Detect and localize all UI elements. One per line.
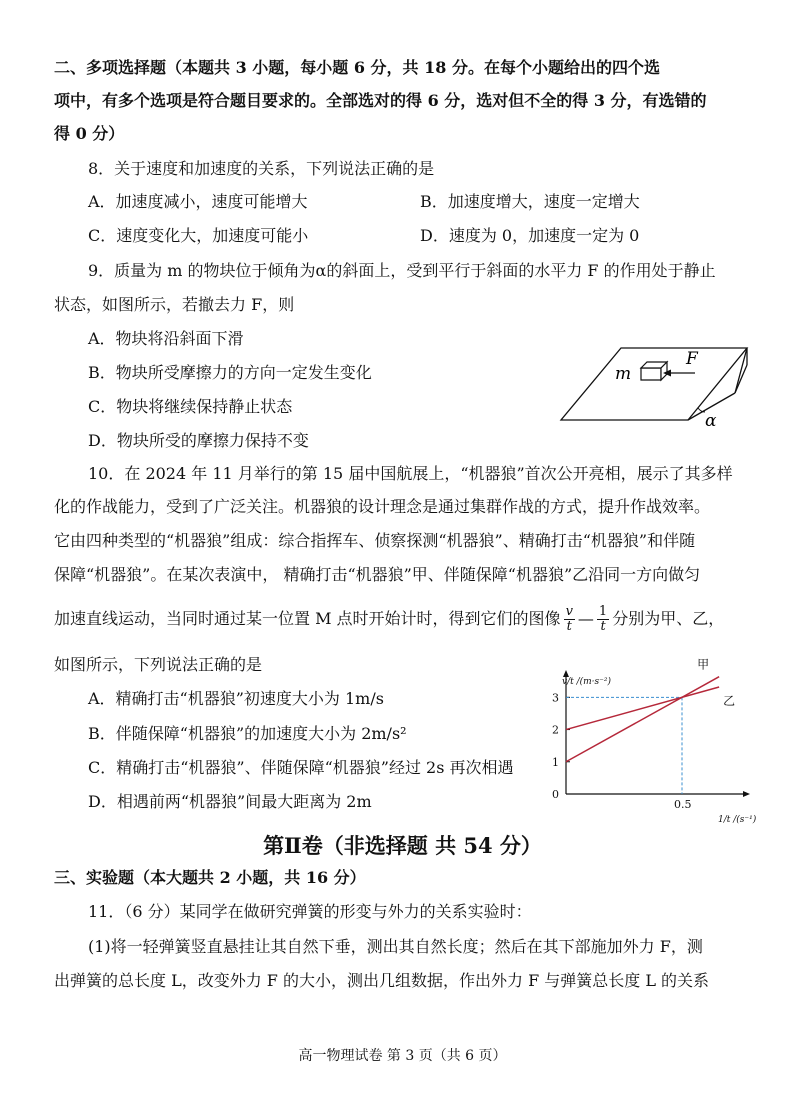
q8-option-d: D．速度为 0，加速度一定为 0 [420, 226, 640, 245]
section-title: 二、多项选择题（本题共 3 小题，每小题 6 分，共 18 分。在每个小题给出的四个选 [54, 58, 660, 77]
origin-label: 0 [552, 788, 559, 801]
q10-stem-4: 保障“机器狼”。在某次表演中， 精确打击“机器狼”甲、伴随保障“机器狼”乙沿同一方向做匀 [54, 565, 701, 584]
q10-option-c: C．精确打击“机器狼”、伴随保障“机器狼”经过 2s 再次相遇 [88, 758, 514, 777]
q9-option-b: B．物块所受摩擦力的方向一定发生变化 [88, 363, 372, 382]
incline-figure [555, 320, 755, 435]
y-axis-arrow [563, 670, 569, 677]
q10-stem-5a: 加速直线运动，当同时通过某一位置 M 点时开始计时，得到它们的图像 [54, 609, 561, 628]
q11-part1-cont: 出弹簧的总长度 L，改变外力 F 的大小，测出几组数据，作出外力 F 与弹簧总长度 L 的关系 [54, 971, 710, 990]
block-icon [641, 362, 667, 380]
q10-stem-5b: 分别为甲、乙， [612, 609, 725, 628]
section-title-cont: 项中，有多个选项是符合题目要求的。全部选对的得 6 分，选对但不全的得 3 分，有选错的 [54, 91, 707, 110]
y-axis-label: v/t /(m·s⁻²) [562, 677, 612, 687]
series-line-2 [566, 687, 719, 730]
force-label: F [686, 349, 698, 369]
angle-label: α [705, 411, 717, 431]
q9-option-a: A．物块将沿斜面下滑 [88, 329, 244, 348]
q9-option-d: D．物块所受的摩擦力保持不变 [88, 431, 309, 450]
q8-option-b: B．加速度增大，速度一定增大 [420, 192, 640, 211]
vt-chart [540, 657, 760, 828]
q11-stem: 11．（6 分）某同学在做研究弹簧的形变与外力的关系实验时： [88, 902, 532, 921]
q10-stem-2: 化的作战能力，受到了广泛关注。机器狼的设计理念是通过集群作战的方式，提升作战效率。 [54, 497, 711, 516]
q8-option-c: C．速度变化大，加速度可能小 [88, 226, 309, 245]
dash: — [577, 609, 594, 628]
y-tick-label: 3 [552, 691, 559, 705]
y-tick-label: 2 [552, 723, 559, 737]
incline-surface [561, 348, 747, 420]
q10-stem-3: 它由四种类型的“机器狼”组成：综合指挥车、侦察探测“机器狼”、精确打击“机器狼”和伴随 [54, 531, 696, 550]
q8-option-a: A．加速度减小，速度可能增大 [88, 192, 308, 211]
q11-part1: (1)将一轻弹簧竖直悬挂让其自然下垂，测出其自然长度；然后在其下部施加外力 F，测 [88, 937, 703, 956]
q10-option-a: A．精确打击“机器狼”初速度大小为 1m/s [88, 689, 384, 708]
y-tick-label: 1 [552, 755, 559, 769]
q10-option-d: D．相遇前两“机器狼”间最大距离为 2m [88, 792, 372, 811]
q10-stem-6: 如图所示，下列说法正确的是 [54, 655, 263, 674]
q10-stem: 10．在 2024 年 11 月举行的第 15 届中国航展上，“机器狼”首次公开亮相，展示了其多样 [88, 464, 733, 483]
page-footer: 高一物理试卷 第 3 页（共 6 页） [298, 1048, 507, 1064]
q9-stem: 9．质量为 m 的物块位于倾角为α的斜面上，受到平行于斜面的水平力 F 的作用处于静止 [88, 261, 716, 280]
section3-title: 三、实验题（本大题共 2 小题，共 16 分） [54, 868, 366, 887]
q10-stem-5 [54, 603, 724, 635]
q9-option-c: C．物块将继续保持静止状态 [88, 397, 293, 416]
q10-option-b: B．伴随保障“机器狼”的加速度大小为 2m/s² [88, 724, 407, 743]
part2-heading: 第Ⅱ卷（非选择题 共 54 分） [263, 833, 542, 858]
mass-label: m [615, 364, 632, 384]
x-axis-arrow [743, 791, 750, 797]
v-over-t-fraction: $\frac{v}{t}$ [565, 604, 573, 634]
q8-stem: 8．关于速度和加速度的关系，下列说法正确的是 [88, 159, 435, 178]
section-title-cont2: 得 0 分） [54, 124, 125, 143]
x-tick-label: 0.5 [674, 798, 692, 811]
series-label-2: 乙 [723, 694, 736, 709]
x-axis-label: 1/t /(s⁻¹) [718, 815, 757, 825]
q9-stem-cont: 状态，如图所示，若撤去力 F，则 [54, 295, 295, 314]
one-over-t-fraction: $\frac{1}{t}$ [598, 604, 608, 634]
series-line-1 [566, 677, 719, 762]
series-label-1: 甲 [697, 657, 710, 672]
